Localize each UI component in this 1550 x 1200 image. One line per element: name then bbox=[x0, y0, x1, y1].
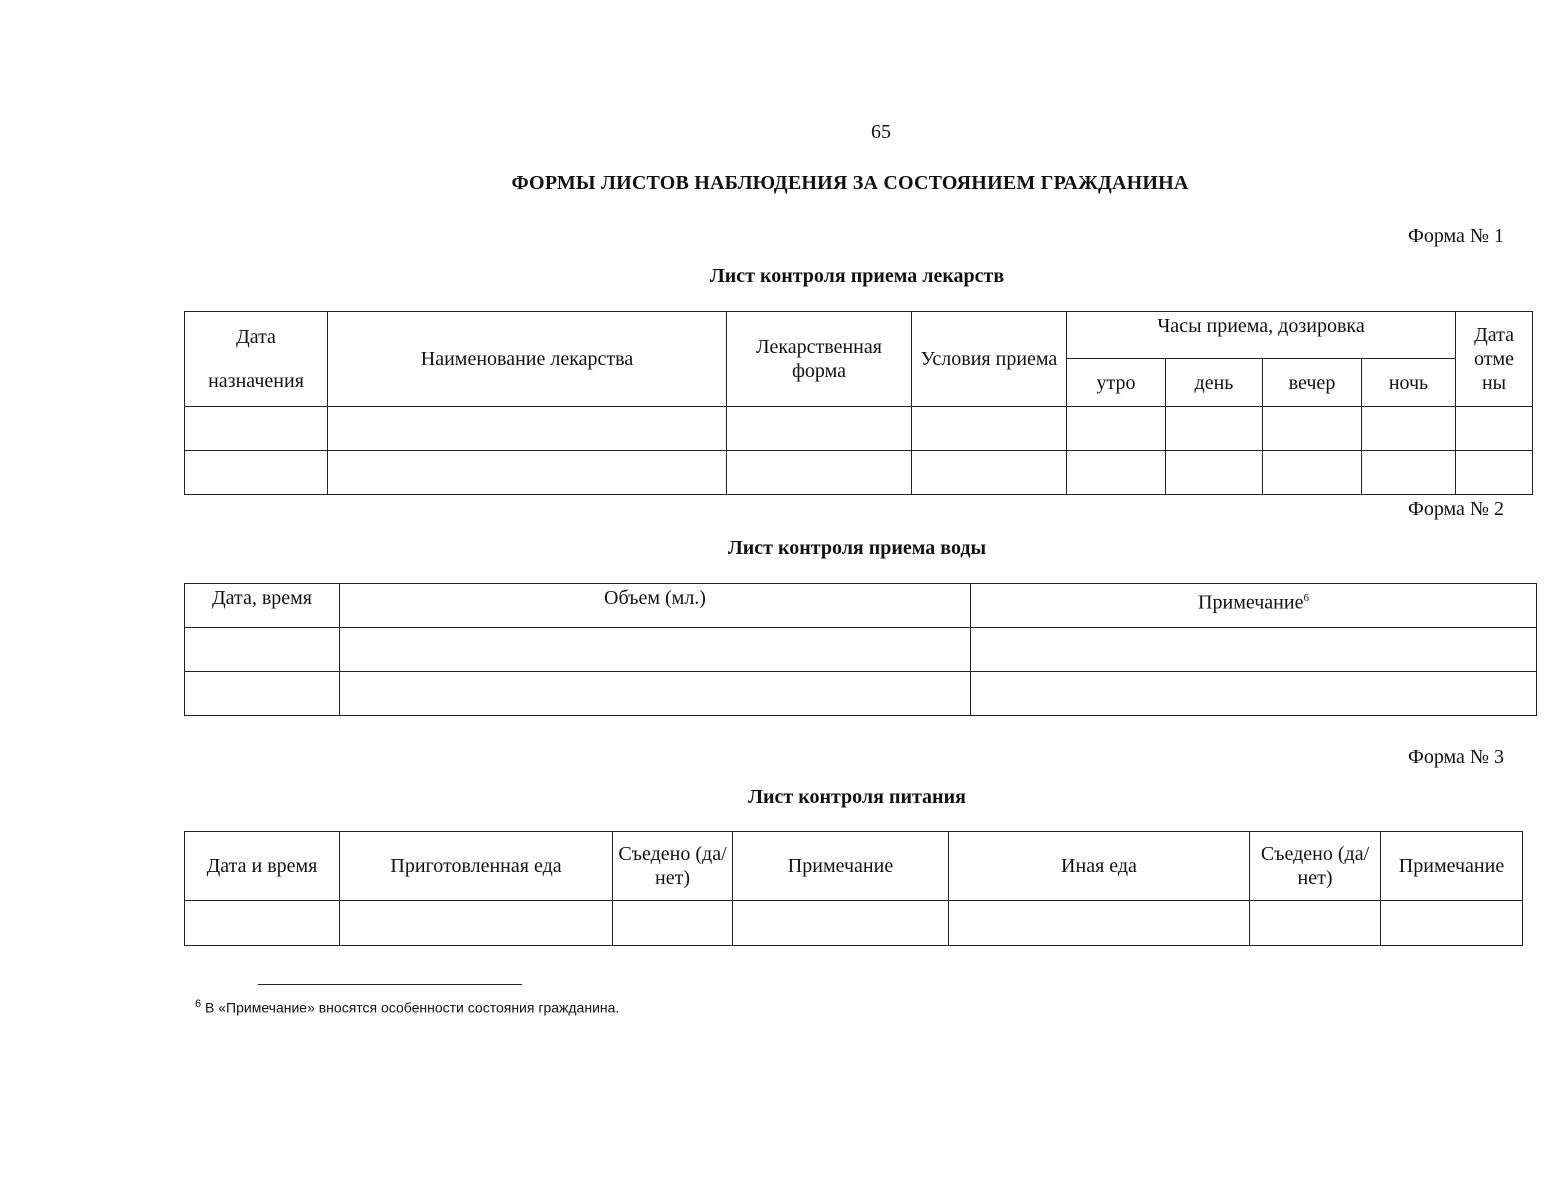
footnote-text: В «Примечание» вносятся особенности состояния гражданина. bbox=[205, 999, 620, 1016]
header-note-label: Примечание bbox=[1198, 591, 1304, 614]
table-cell[interactable] bbox=[185, 901, 340, 946]
table-cell[interactable] bbox=[1067, 451, 1166, 495]
table-cell[interactable] bbox=[1263, 451, 1362, 495]
header-note-other: Примечание bbox=[1381, 832, 1523, 901]
table-cell[interactable] bbox=[1166, 451, 1263, 495]
header-evening: вечер bbox=[1263, 359, 1362, 407]
header-date-line2: назначения bbox=[208, 370, 304, 392]
table-cell[interactable] bbox=[340, 672, 971, 716]
form3-title: Лист контроля питания bbox=[748, 786, 966, 808]
table-row bbox=[185, 407, 1533, 451]
table-row bbox=[185, 901, 1523, 946]
header-note: Примечание bbox=[733, 832, 949, 901]
header-hours-dosage: Часы приема, дозировка bbox=[1067, 312, 1456, 359]
table-cell[interactable] bbox=[340, 628, 971, 672]
footnote-divider bbox=[258, 984, 522, 985]
table-cell[interactable] bbox=[328, 451, 727, 495]
table-cell[interactable] bbox=[185, 628, 340, 672]
header-conditions: Условия приема bbox=[912, 312, 1067, 407]
table-cell[interactable] bbox=[1250, 901, 1381, 946]
table-cell[interactable] bbox=[971, 628, 1537, 672]
header-date-assigned bbox=[185, 312, 328, 407]
table-cell[interactable] bbox=[1456, 407, 1533, 451]
water-control-table bbox=[184, 583, 1537, 716]
table-row bbox=[185, 451, 1533, 495]
table-cell[interactable] bbox=[1067, 407, 1166, 451]
table-cell[interactable] bbox=[185, 407, 328, 451]
header-date-line1: Дата bbox=[236, 326, 276, 348]
page-title: ФОРМЫ ЛИСТОВ НАБЛЮДЕНИЯ ЗА СОСТОЯНИЕМ ГРАЖДАНИНА bbox=[511, 172, 1189, 194]
header-eaten: Съедено (да/нет) bbox=[613, 832, 733, 901]
table-cell[interactable] bbox=[1263, 407, 1362, 451]
table-cell[interactable] bbox=[912, 407, 1067, 451]
table-cell[interactable] bbox=[1381, 901, 1523, 946]
header-datetime: Дата, время bbox=[185, 584, 340, 628]
header-datetime: Дата и время bbox=[185, 832, 340, 901]
table-cell[interactable] bbox=[1166, 407, 1263, 451]
table-cell[interactable] bbox=[733, 901, 949, 946]
header-morning: утро bbox=[1067, 359, 1166, 407]
table-cell[interactable] bbox=[912, 451, 1067, 495]
table-row bbox=[185, 628, 1537, 672]
footnote-number: 6 bbox=[195, 998, 202, 1010]
header-volume: Объем (мл.) bbox=[340, 584, 971, 628]
table-cell[interactable] bbox=[727, 407, 912, 451]
form1-label: Форма № 1 bbox=[1408, 225, 1504, 247]
page-number: 65 bbox=[871, 121, 891, 143]
table-cell[interactable] bbox=[185, 672, 340, 716]
table-cell[interactable] bbox=[1456, 451, 1533, 495]
header-other-food: Иная еда bbox=[949, 832, 1250, 901]
medication-control-table bbox=[184, 311, 1533, 495]
form2-title: Лист контроля приема воды bbox=[727, 537, 987, 559]
table-cell[interactable] bbox=[971, 672, 1537, 716]
header-day: день bbox=[1166, 359, 1263, 407]
header-night: ночь bbox=[1362, 359, 1456, 407]
form2-label: Форма № 2 bbox=[1408, 498, 1504, 520]
header-eaten-other: Съедено (да/нет) bbox=[1250, 832, 1381, 901]
header-prepared-food: Приготовленная еда bbox=[340, 832, 613, 901]
header-cancel-date: Дата отме ны bbox=[1456, 312, 1533, 407]
table-cell[interactable] bbox=[185, 451, 328, 495]
table-cell[interactable] bbox=[340, 901, 613, 946]
header-note bbox=[971, 584, 1537, 628]
form3-label: Форма № 3 bbox=[1408, 746, 1504, 768]
table-cell[interactable] bbox=[949, 901, 1250, 946]
table-row bbox=[185, 672, 1537, 716]
footnote bbox=[195, 998, 619, 1016]
table-cell[interactable] bbox=[613, 901, 733, 946]
footnote-ref[interactable]: 6 bbox=[1303, 592, 1309, 604]
nutrition-control-table bbox=[184, 831, 1523, 946]
table-cell[interactable] bbox=[1362, 451, 1456, 495]
table-cell[interactable] bbox=[328, 407, 727, 451]
form1-title: Лист контроля приема лекарств bbox=[709, 265, 1005, 287]
table-cell[interactable] bbox=[1362, 407, 1456, 451]
header-drug-form: Лекарственная форма bbox=[727, 312, 912, 407]
header-drug-name: Наименование лекарства bbox=[328, 312, 727, 407]
table-cell[interactable] bbox=[727, 451, 912, 495]
